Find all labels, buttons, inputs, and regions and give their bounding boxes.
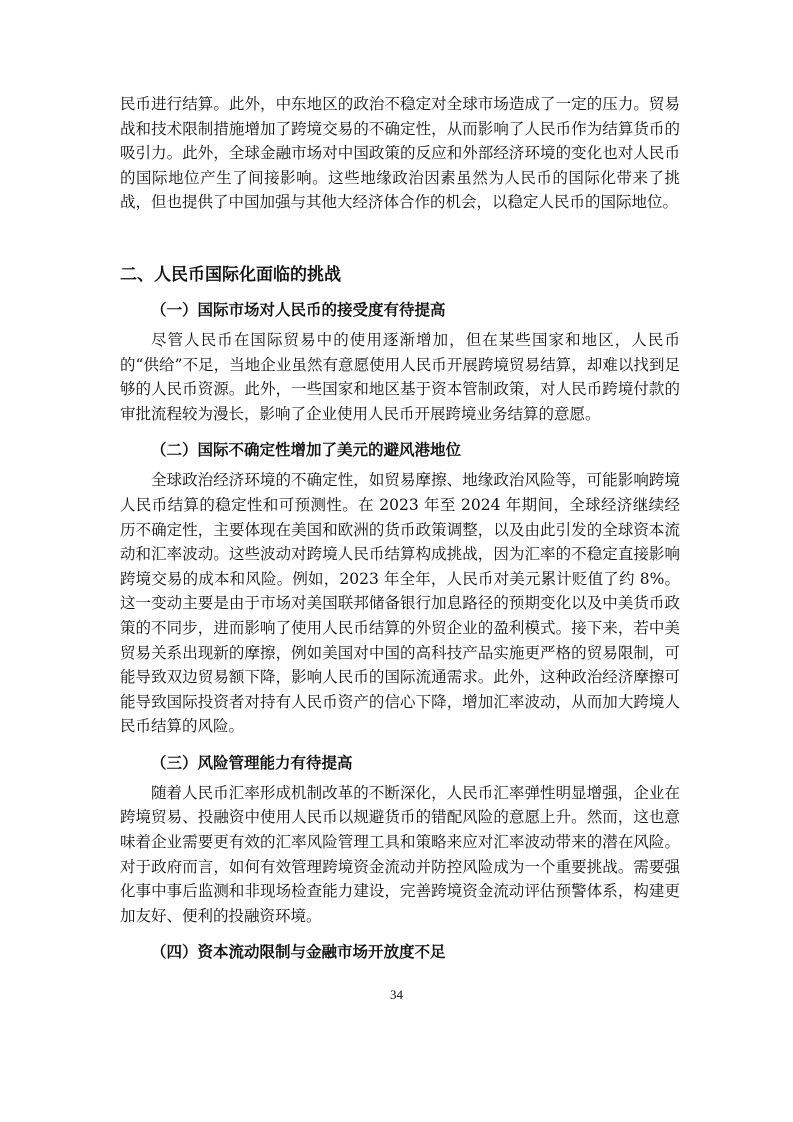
subsection-heading-2: （二）国际不确定性增加了美元的避风港地位 bbox=[151, 441, 462, 460]
subsection-heading-1: （一）国际市场对人民币的接受度有待提高 bbox=[151, 300, 446, 319]
intro-paragraph: 民币进行结算。此外，中东地区的政治不稳定对全球市场造成了一定的压力。贸易战和技术限制措施增加了跨境交易的不确定性，从而影响了人民币作为结算货币的吸引力。此外，全球金融市场对中国政策的反应和外部经济环境的变化也对人民币的国际地位产生了间接影响。这些地缘政治因素虽然为人民币的国际化带来了挑战，但也提供了中国加强与其他大经济体合作的机会，以稳定人民币的国际地位。 bbox=[120, 95, 680, 212]
subsection-paragraph-1: 尽管人民币在国际贸易中的使用逐渐增加，但在某些国家和地区，人民币的“供给”不足，当地企业虽然有意愿使用人民币开展跨境贸易结算，却难以找到足够的人民币资源。此外，一些国家和地区基于资本管制政策，对人民币跨境付款的审批流程较为漫长，影响了企业使用人民币开展跨境业务结算的意愿。 bbox=[120, 330, 680, 423]
document-page bbox=[120, 92, 680, 970]
page-number: 34 bbox=[390, 987, 403, 1002]
subsection-heading-3: （三）风险管理能力有待提高 bbox=[151, 753, 353, 772]
subsection-paragraph-3: 随着人民币汇率形成机制改革的不断深化，人民币汇率弹性明显增强，企业在跨境贸易、投融资中使用人民币以规避货币的错配风险的意愿上升。然而，这也意味着企业需要更有效的汇率风险管理工具和策略来应对汇率波动带来的潜在风险。对于政府而言，如何有效管理跨境资金流动并防控风险成为一个重要挑战。需要强化事中事后监测和非现场检查能力建设，完善跨境资金流动评估预警体系，构建更加友好、便利的投融资环境。 bbox=[120, 783, 680, 925]
section-heading: 二、人民币国际化面临的挑战 bbox=[120, 264, 341, 285]
subsection-paragraph-2: 全球政治经济环境的不确定性，如贸易摩擦、地缘政治风险等，可能影响跨境人民币结算的稳定性和可预测性。在 2023 年至 2024 年期间，全球经济继续经历不确定性，主要体现在美国和欧洲的货币政策调整，以及由此引发的全球资本流动和汇率波动。这些波动对跨境人民币结算构成挑战，因为汇率的不稳定直接影响跨境交易的成本和风险。例如，2023 年全年，人民币对美元累计贬值了约 8%。这一变动主要是由于市场对美国联邦储备银行加息路径的预期变化以及中美货币政策的不同步，进而影响了使用人民币结算的外贸企业的盈利模式。接下来，若中美贸易关系出现新的摩擦，例如美国对中国的高科技产品实施更严格的贸易限制，可能导致双边贸易额下降，影响人民币的国际流通需求。此外，这种政治经济摩擦可能导致国际投资者对持有人民币资产的信心下降，增加汇率波动，从而加大跨境人民币结算的风险。 bbox=[120, 471, 680, 736]
subsection-heading-4: （四）资本流动限制与金融市场开放度不足 bbox=[151, 943, 446, 962]
